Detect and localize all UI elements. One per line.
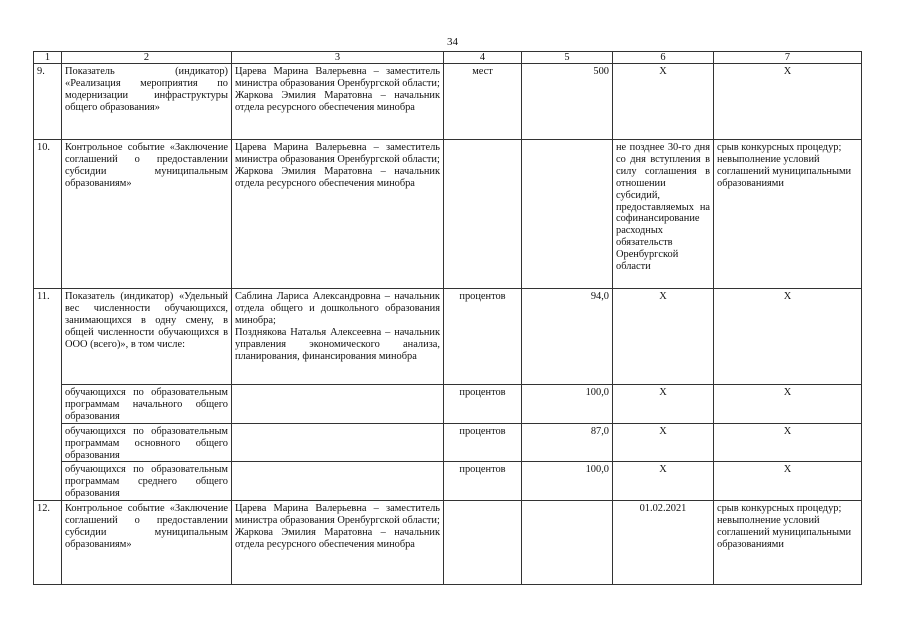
unit-cell: процентов <box>444 289 522 385</box>
unit-cell <box>444 140 522 289</box>
risk-cell: Х <box>714 423 862 462</box>
date-cell: не позднее 30-го дня со дня вступления в силу соглашения в отношении субсидий, предоставляемых на софинансирование расходных обязательств Оренбургской области <box>613 140 714 289</box>
indicator-cell: обучающихся по образовательным программам основного общего образования <box>62 423 232 462</box>
indicator-cell: обучающихся по образовательным программам среднего общего образования <box>62 462 232 501</box>
column-number: 1 <box>34 52 62 64</box>
column-number: 6 <box>613 52 714 64</box>
date-cell: 01.02.2021 <box>613 501 714 585</box>
column-number: 3 <box>232 52 444 64</box>
value-cell: 100,0 <box>522 385 613 424</box>
unit-cell: процентов <box>444 462 522 501</box>
responsible-cell: Царева Марина Валерьевна – заместитель министра образования Оренбургской области; Жаркова Эмилия Маратовна – начальник отдела ресурсного обеспечения минобра <box>232 64 444 140</box>
column-number-row <box>34 52 862 64</box>
risk-cell: Х <box>714 385 862 424</box>
indicator-cell: Показатель (индикатор) «Реализация мероприятия по модернизации инфраструктуры общего образования» <box>62 64 232 140</box>
column-number: 4 <box>444 52 522 64</box>
responsible-cell <box>232 385 444 424</box>
date-cell: Х <box>613 423 714 462</box>
row-number: 12. <box>34 501 62 585</box>
risk-cell: срыв конкурсных процедур; невыполнение условий соглашений муниципальными образованиями <box>714 140 862 289</box>
responsible-cell: Саблина Лариса Александровна – начальник отдела общего и дошкольного образования минобра; Позднякова Наталья Алексеевна – начальник управления экономического анализа, планирования, финансирования минобра <box>232 289 444 385</box>
indicator-cell: Контрольное событие «Заключение соглашений о предоставлении субсидии муниципальным образованиям» <box>62 501 232 585</box>
unit-cell: процентов <box>444 423 522 462</box>
responsible-cell <box>232 423 444 462</box>
risk-cell: срыв конкурсных процедур; невыполнение условий соглашений муниципальными образованиями <box>714 501 862 585</box>
risk-cell: Х <box>714 462 862 501</box>
responsible-cell <box>232 462 444 501</box>
table-row <box>34 423 862 462</box>
row-number: 11. <box>34 289 62 501</box>
row-number: 10. <box>34 140 62 289</box>
unit-cell: процентов <box>444 385 522 424</box>
indicator-cell: Контрольное событие «Заключение соглашений о предоставлении субсидии муниципальным образованиям» <box>62 140 232 289</box>
table-row <box>34 462 862 501</box>
table-row <box>34 64 862 140</box>
value-cell: 94,0 <box>522 289 613 385</box>
table-row <box>34 385 862 424</box>
table-row <box>34 140 862 289</box>
column-number: 5 <box>522 52 613 64</box>
page-number: 34 <box>447 36 458 48</box>
table-row <box>34 501 862 585</box>
value-cell: 500 <box>522 64 613 140</box>
date-cell: Х <box>613 64 714 140</box>
responsible-cell: Царева Марина Валерьевна – заместитель министра образования Оренбургской области; Жаркова Эмилия Маратовна – начальник отдела ресурсного обеспечения минобра <box>232 501 444 585</box>
table-row <box>34 289 862 385</box>
column-number: 2 <box>62 52 232 64</box>
value-cell: 100,0 <box>522 462 613 501</box>
risk-cell: Х <box>714 289 862 385</box>
indicator-cell: обучающихся по образовательным программам начального общего образования <box>62 385 232 424</box>
responsible-cell: Царева Марина Валерьевна – заместитель министра образования Оренбургской области; Жаркова Эмилия Маратовна – начальник отдела ресурсного обеспечения минобра <box>232 140 444 289</box>
value-cell <box>522 501 613 585</box>
risk-cell: Х <box>714 64 862 140</box>
indicator-cell: Показатель (индикатор) «Удельный вес численности обучающихся, занимающихся в одну смену, в общей численности обучающихся в ООО (всего)», в том числе: <box>62 289 232 385</box>
value-cell: 87,0 <box>522 423 613 462</box>
plan-table <box>33 51 862 585</box>
row-number: 9. <box>34 64 62 140</box>
unit-cell <box>444 501 522 585</box>
date-cell: Х <box>613 462 714 501</box>
date-cell: Х <box>613 385 714 424</box>
date-cell: Х <box>613 289 714 385</box>
unit-cell: мест <box>444 64 522 140</box>
value-cell <box>522 140 613 289</box>
column-number: 7 <box>714 52 862 64</box>
